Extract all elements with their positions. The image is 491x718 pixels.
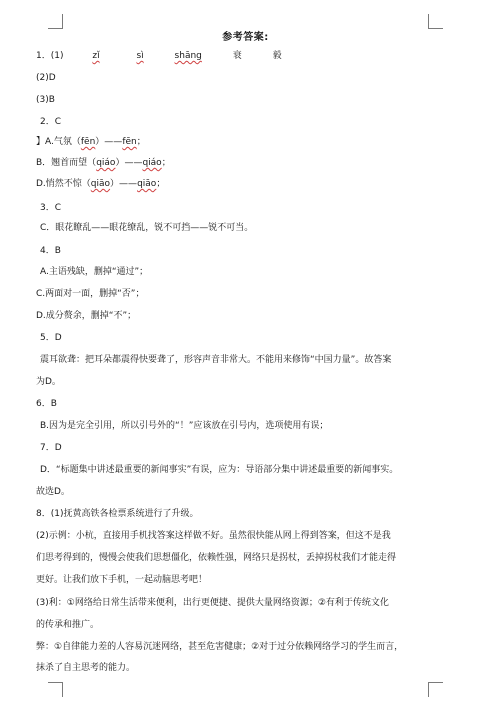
crop-mark-bottom-right (428, 682, 443, 697)
q2-option-a (36, 136, 455, 148)
q6-number: 6．B (36, 399, 57, 409)
q6-explanation: B.因为是完全引用，所以引号外的“！”应该放在引号内，选项使用有误； (40, 421, 329, 431)
q2-b-correct: qiáo (142, 158, 162, 168)
q3-explanation: C．眼花瞭乱——眼花缭乱，锐不可挡——锐不可当。 (40, 223, 254, 233)
q7-number: 7．D (40, 443, 62, 453)
q3-number: 3．C (40, 203, 62, 213)
q4-option-d: D.成分赘余，删掉“不”； (36, 311, 137, 321)
q8-part2-line2: 们思考得到的，慢慢会使我们思想僵化，依赖性强，网络只是拐杖，丢掉拐杖我们才能走得 (36, 553, 397, 563)
q8-part3-line4: 抹杀了自主思考的能力。 (36, 663, 136, 673)
q4-option-a: A.主语残缺，删掉“通过”； (40, 267, 149, 277)
q2-d-pinyin: qiāo (90, 179, 111, 189)
q2-option-b (36, 157, 455, 169)
q1-answer-c: shāng (174, 51, 202, 61)
crop-mark-top-left (48, 14, 63, 29)
q5-number: 5．D (40, 333, 62, 343)
q2-d-mid: ）—— (110, 179, 138, 189)
q2-a-pinyin: fēn (80, 137, 96, 147)
q7-explanation-line2: 故选D。 (36, 487, 70, 497)
q8-part2-line3: 更好。让我们放下手机，一起动脑思考吧！ (36, 575, 208, 585)
q8-part3-line2: 的传承和推广。 (36, 620, 100, 630)
q8-part3-line1: (3)利：①网络给日常生活带来便利，出行更便捷、提供大量网络资源；②有利于传统文化 (36, 598, 389, 608)
q8-part3-line3: 弊：①自律能力差的人容易沉迷网络，甚至危害健康；②对于过分依赖网络学习的学生而言， (36, 642, 404, 652)
q2-number: 2．C (40, 117, 62, 127)
q2-b-prefix: B．翘首而望（ (36, 158, 97, 168)
q2-d-correct: qiāo (137, 179, 157, 189)
q2-a-end: ； (136, 137, 146, 147)
q1-number: 1．(1) (36, 51, 64, 61)
crop-mark-bottom-left (48, 682, 63, 697)
q1-answer-a: zǐ (92, 51, 100, 61)
q2-b-pinyin: qiáo (96, 158, 116, 168)
q1-answer-e: 毅 (272, 51, 282, 61)
q4-number: 4．B (40, 246, 61, 256)
q1-part3: (3)B (36, 95, 55, 105)
crop-mark-top-right (428, 14, 443, 29)
q8-part2-line1: (2)示例：小杭，直接用手机找答案这样做不好。虽然很快能从网上得到答案，但这不是我 (36, 531, 391, 541)
q2-d-end: ； (156, 179, 166, 189)
q1-answer-d: 衰 (232, 51, 242, 61)
q2-b-end: ； (161, 158, 171, 168)
q7-explanation-line1: D．“标题集中讲述最重要的新闻事实”有误，应为：导语部分集中讲述最重要的新闻事实。 (40, 465, 399, 475)
q8-part1: 8．(1)抚黄高铁各检票系统进行了升级。 (36, 509, 199, 519)
q1-part2: (2)D (36, 73, 56, 83)
q1-answer-b: sì (136, 51, 144, 61)
q2-d-prefix: D.悄然不惊（ (36, 179, 91, 189)
q2-a-prefix: 】A.气氛（ (36, 137, 81, 147)
q5-explanation-line2: 为D。 (36, 377, 61, 387)
q1-line (36, 50, 455, 62)
q2-a-mid: ）—— (95, 137, 123, 147)
page-title: 参考答案: (222, 32, 269, 43)
q2-a-correct: fēn (122, 137, 137, 147)
q5-explanation-line1: 震耳欲聋：把耳朵都震得快要聋了，形容声音非常大。不能用来修饰“中国力量”。故答案 (40, 355, 392, 365)
q4-option-c: C.两面对一面，删掉“否”； (36, 289, 145, 299)
q2-option-d (36, 178, 455, 190)
q2-b-mid: ）—— (115, 158, 143, 168)
